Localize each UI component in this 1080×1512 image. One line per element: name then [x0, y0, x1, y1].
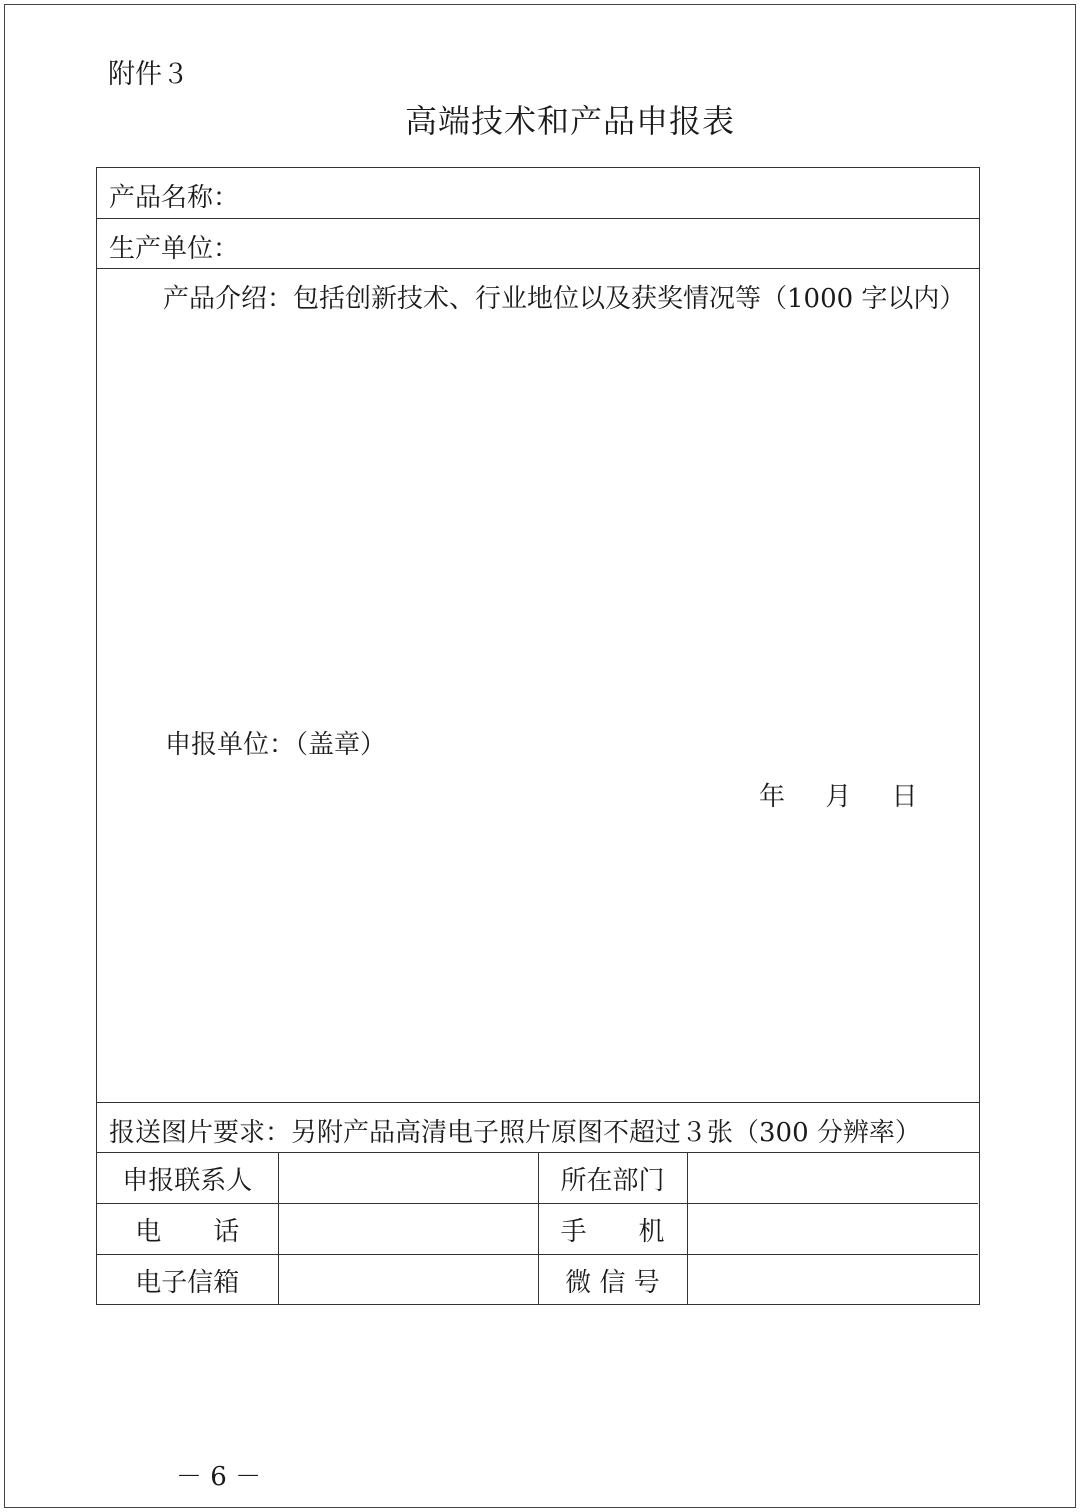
phone-label: 电 话 — [97, 1204, 278, 1255]
contact-person-label: 申报联系人 — [97, 1153, 278, 1204]
application-form — [96, 167, 980, 1305]
department-label: 所在部门 — [538, 1153, 687, 1204]
date-line: 年 月 日 — [759, 782, 918, 812]
manufacturer-label: 生产单位： — [109, 234, 240, 264]
wechat-field[interactable] — [687, 1255, 978, 1306]
page-number: － 6 － — [176, 1462, 262, 1492]
contact-row — [97, 1153, 978, 1204]
email-field[interactable] — [278, 1255, 538, 1306]
contact-grid — [97, 1153, 978, 1305]
photo-requirement-row — [97, 1103, 979, 1153]
photo-requirement-label: 报送图片要求：另附产品高清电子照片原图不超过３张（300 分辨率） — [109, 1118, 921, 1148]
contact-row — [97, 1204, 978, 1255]
seal-label: 申报单位：（盖章） — [165, 730, 387, 760]
mobile-field[interactable] — [687, 1204, 978, 1255]
product-name-label: 产品名称： — [109, 183, 240, 213]
wechat-label: 微 信 号 — [538, 1255, 687, 1306]
department-field[interactable] — [687, 1153, 978, 1204]
contact-person-field[interactable] — [278, 1153, 538, 1204]
intro-area[interactable] — [97, 168, 979, 1103]
mobile-label: 手 机 — [538, 1204, 687, 1255]
intro-label: 产品介绍：包括创新技术、行业地位以及获奖情况等（1000 字以内） — [163, 284, 966, 314]
phone-field[interactable] — [278, 1204, 538, 1255]
email-label: 电子信箱 — [97, 1255, 278, 1306]
contact-row — [97, 1255, 978, 1306]
attachment-label: 附件３ — [108, 59, 189, 90]
form-title: 高端技术和产品申报表 — [404, 102, 735, 140]
